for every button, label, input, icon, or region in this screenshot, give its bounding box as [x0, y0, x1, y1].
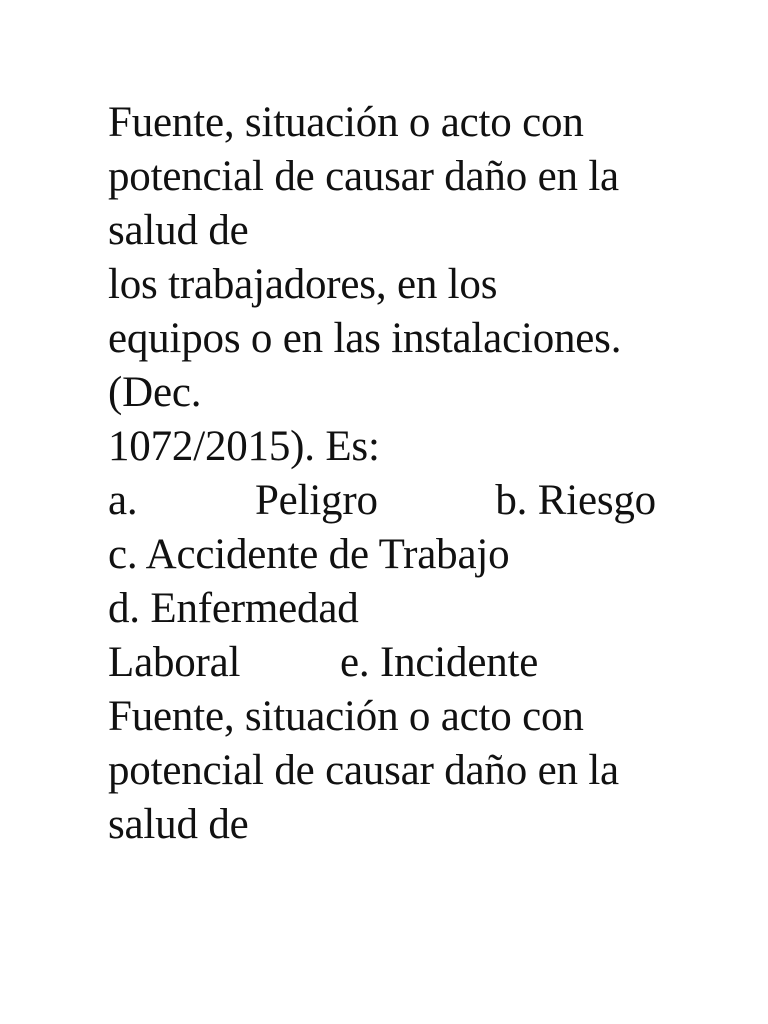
question-text-block [108, 96, 656, 852]
text-line: (Dec. [108, 369, 202, 416]
text-line: Fuente, situación o acto con [108, 99, 584, 146]
option-d-line: d. Enfermedad [108, 585, 359, 632]
text-line: los trabajadores, en los [108, 261, 498, 308]
option-c-line: c. Accidente de Trabajo [108, 531, 510, 578]
option-d-text-continued: Laboral [108, 639, 241, 686]
repeat-text-line: salud de [108, 801, 249, 848]
options-line-a-b [108, 474, 656, 528]
text-line: potencial de causar daño en la [108, 153, 619, 200]
repeat-text-line: potencial de causar daño en la [108, 747, 619, 794]
options-line-d-e [108, 636, 656, 690]
option-e-text: e. Incidente [340, 639, 539, 686]
text-line: 1072/2015). Es: [108, 423, 380, 470]
repeat-text-line: Fuente, situación o acto con [108, 693, 584, 740]
option-a-text: Peligro [254, 477, 378, 524]
option-b-text: b. Riesgo [495, 477, 656, 524]
option-a-marker: a. [108, 477, 138, 524]
text-line: equipos o en las instalaciones. [108, 315, 622, 362]
text-line: salud de [108, 207, 249, 254]
